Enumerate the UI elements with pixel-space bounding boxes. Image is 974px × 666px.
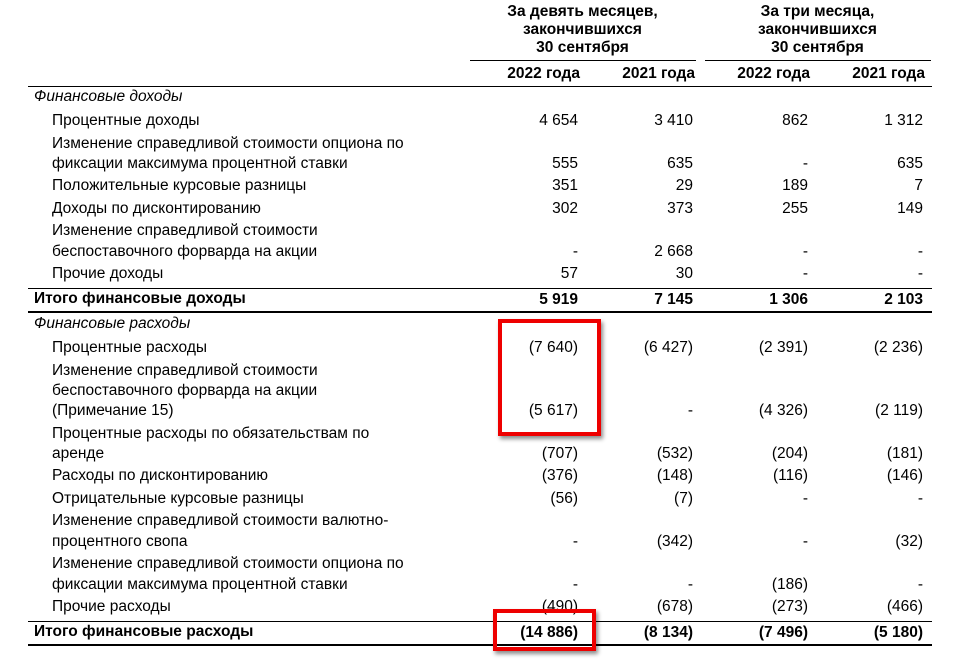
row-value: 635 [897,154,923,172]
income-total-top-rule [28,288,932,289]
row-label: Процентные доходы [52,112,200,129]
row-value: 30 [675,265,693,283]
row-value: - [802,154,808,172]
row-value: 7 [914,177,923,195]
header-bottom-rule [28,86,932,87]
row-value: (5 617) [528,402,578,420]
row-value: (204) [771,444,808,462]
row-value: 635 [667,154,693,172]
row-value: (146) [886,467,923,485]
year-header-col2: 2021 года [622,65,695,82]
row-value: 3 410 [654,112,693,129]
expenses-total-bottom-rule [28,644,932,647]
income-total-value: 1 306 [769,290,808,308]
row-value: - [687,402,693,420]
row-value: 255 [782,199,808,217]
row-label: (Примечание 15) [52,402,174,420]
row-value: 149 [897,199,923,217]
expenses-section-title: Финансовые расходы [34,315,191,332]
row-value: 373 [667,199,693,217]
row-value: (707) [541,444,578,462]
row-value: - [917,575,923,593]
header-three-months: За три месяца, закончившихся 30 сентября [758,3,877,56]
row-value: (2 391) [758,339,808,356]
row-value: - [917,242,923,260]
row-value: 1 312 [884,112,923,129]
expenses-total-value: (7 496) [758,623,808,641]
row-value: (342) [656,532,693,550]
row-label: Расходы по дисконтированию [52,467,268,485]
row-value: - [802,265,808,283]
row-value: (7) [674,489,693,507]
row-label: фиксации максимума процентной ставки [52,575,348,593]
row-label: фиксации максимума процентной ставки [52,154,348,172]
row-value: (466) [886,598,923,615]
row-label: Положительные курсовые разницы [52,177,307,195]
row-label: Изменение справедливой стоимости [52,222,318,240]
row-label: Отрицательные курсовые разницы [52,489,304,507]
row-label: Процентные расходы [52,339,208,356]
row-value: (376) [541,467,578,485]
row-label: Изменение справедливой стоимости валютно- [52,512,389,530]
row-label: беспоставочного форварда на акции [52,381,318,399]
row-value: 302 [552,199,578,217]
row-value: 862 [782,112,808,129]
row-value: (56) [550,489,578,507]
row-value: (532) [656,444,693,462]
row-value: - [802,532,808,550]
row-value: 189 [782,177,808,195]
row-value: - [917,489,923,507]
row-label: Изменение справедливой стоимости [52,361,318,379]
row-label: Прочие доходы [52,265,164,283]
row-value: 4 654 [539,112,578,129]
row-value: (6 427) [643,339,693,356]
row-value: - [802,242,808,260]
header-nine-months: За девять месяцев, закончившихся 30 сентября [507,3,658,56]
income-total-value: 5 919 [539,290,578,308]
year-header-col3: 2022 года [737,65,810,82]
header-rule-three-months [705,60,931,61]
expenses-total-value: (5 180) [873,623,923,641]
row-value: (490) [541,598,578,615]
year-header-col1: 2022 года [507,65,580,82]
row-value: (678) [656,598,693,615]
row-value: (273) [771,598,808,615]
row-value: - [572,532,578,550]
row-value: (2 236) [873,339,923,356]
income-section-title: Финансовые доходы [34,88,183,105]
header-rule-nine-months [470,60,696,61]
row-value: (116) [772,467,808,485]
row-value: - [917,265,923,283]
row-value: 351 [552,177,578,195]
income-total-value: 2 103 [884,290,923,308]
row-value: - [802,489,808,507]
row-value: - [572,575,578,593]
row-label: Изменение справедливой стоимости опциона по [52,555,404,573]
highlight-box-total-expenses [493,609,596,651]
year-header-col4: 2021 года [852,65,925,82]
row-label: Прочие расходы [52,598,171,615]
row-value: (186) [771,575,808,593]
expenses-total-top-rule [28,621,932,622]
row-label: Изменение справедливой стоимости опциона по [52,134,404,152]
income-total-label: Итого финансовые доходы [34,289,246,307]
income-total-value: 7 145 [654,290,693,308]
row-value: - [687,575,693,593]
row-value: (4 326) [758,402,808,420]
row-label: аренде [52,444,105,462]
row-value: (2 119) [875,402,923,420]
row-value: 57 [560,265,578,283]
row-label: беспоставочного форварда на акции [52,242,318,260]
highlight-box-interest-expenses [498,319,601,436]
income-total-bottom-rule [28,311,932,314]
row-value: (148) [656,467,693,485]
row-value: - [572,242,578,260]
row-value: (181) [886,444,923,462]
row-value: (32) [895,532,923,550]
row-value: 2 668 [654,242,693,260]
row-label: процентного свопа [52,532,188,550]
expenses-total-value: (14 886) [520,623,578,641]
expenses-total-value: (8 134) [643,623,693,641]
row-label: Процентные расходы по обязательствам по [52,424,370,442]
row-label: Доходы по дисконтированию [52,199,261,217]
row-value: 555 [552,154,578,172]
row-value: 29 [675,177,693,195]
row-value: (7 640) [528,339,578,356]
expenses-total-label: Итого финансовые расходы [34,622,254,640]
